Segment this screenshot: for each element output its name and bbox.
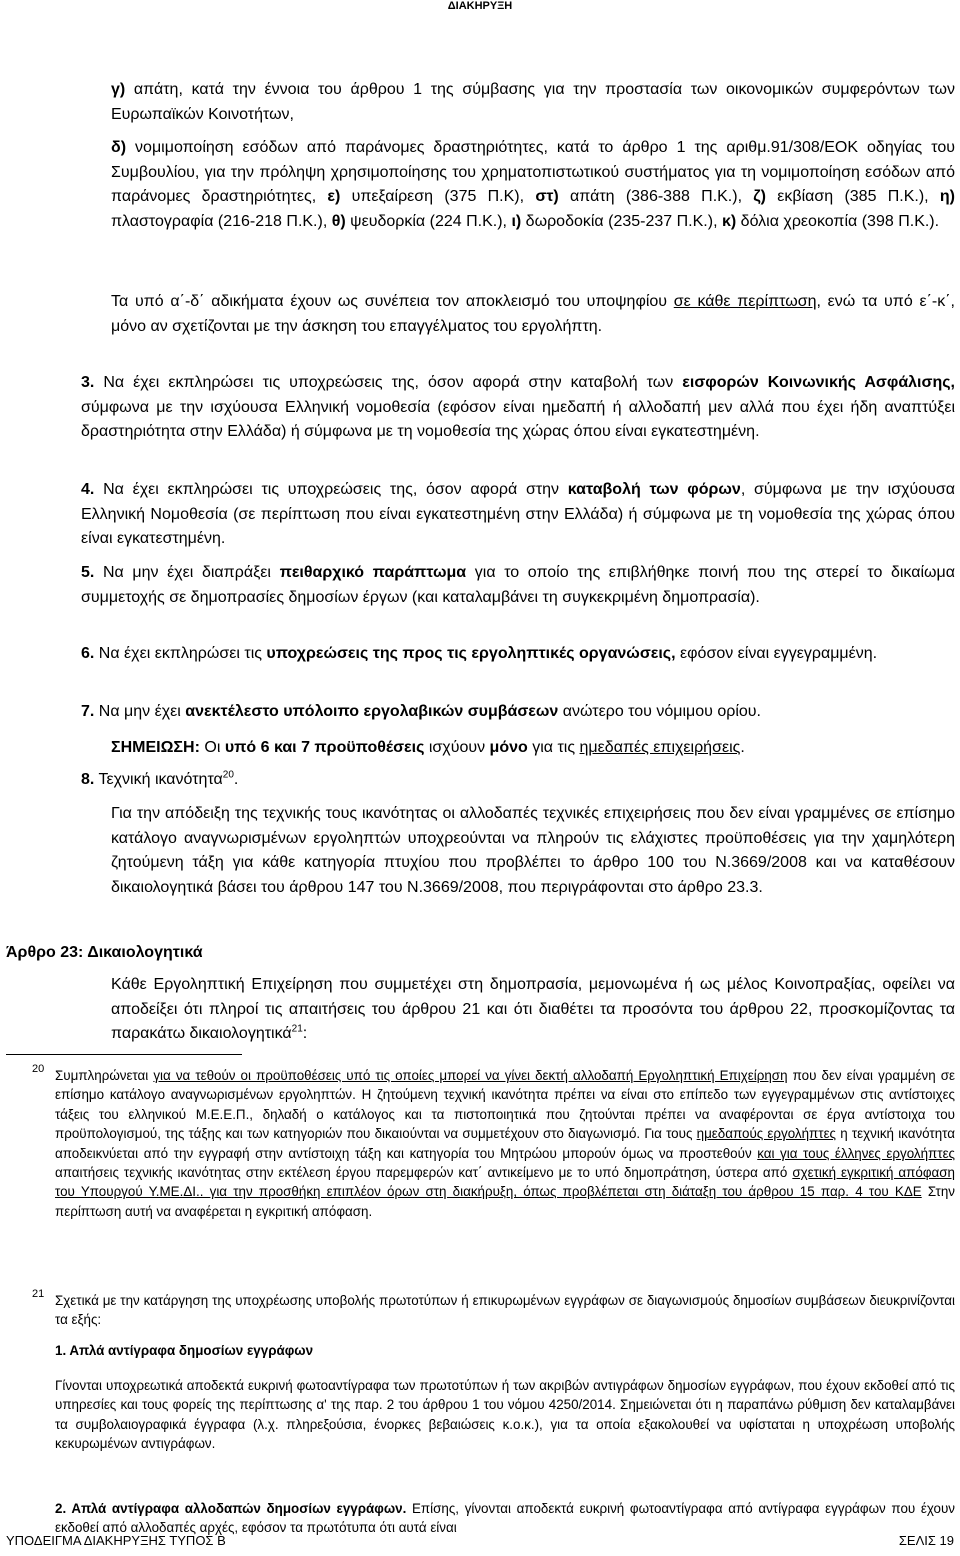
- technical-paragraph: Για την απόδειξη της τεχνικής τους ικανότητας οι αλλοδαπές τεχνικές επιχειρήσεις που δεν είναι γραμμένες σε επίσημο κατάλογο αναγνωρισμένων εργοληπτών υποχρεούνται να πληρούν τις ελάχιστες προϋποθέσεις για την χαμηλότερη ζητούμενη τάξη για κάθε κατηγορία πτυχίου που προβλέπει το άρθρο 100 του Ν.3669/2008 και να καταθέσουν δικαιολογητικά βάσει του άρθρου 147 του Ν.3669/2008, που περιγράφονται στο άρθρο 23.3.: [111, 805, 955, 896]
- crime-z-text: εκβίαση (385 Π.Κ.),: [777, 188, 929, 205]
- note-text-d: .: [740, 739, 745, 756]
- item-3-text-a: Να έχει εκπληρώσει τις υποχρεώσεις της, όσον αφορά στην καταβολή των: [103, 374, 674, 391]
- item-6: [81, 642, 955, 667]
- note-label: ΣΗΜΕΙΩΣΗ:: [111, 739, 200, 756]
- crime-h-label: η): [939, 188, 955, 205]
- crime-d-text: νομιμοποίηση εσόδων από παράνομες δραστηριότητες, κατά το άρθρο 1 της αριθμ.91/308/ΕΟΚ οδηγίας του Συμβουλίου, για την πρόληψη χρησιμοποίησης του χρηματοπιστωτικού συστήματος για τη νομιμοποίηση εσόδων από παράνομες δραστηριότητες,: [111, 139, 955, 205]
- article-23-end: :: [302, 1025, 308, 1042]
- fn20-text-4: απαιτήσεις τεχνικής ικανότητας στην εκτέλεση έργου παρεμφερών κατ΄ αντικείμενο με το υπό δημοπράτηση, ύστερα από: [55, 1165, 788, 1181]
- item-6-number: 6.: [81, 645, 95, 662]
- footnote-separator: [6, 1054, 242, 1055]
- footnote-20: [55, 1066, 955, 1221]
- footnote-21-number: 21: [32, 1288, 45, 1300]
- item-5-text-a: Να μην έχει διαπράξει: [102, 564, 271, 581]
- fn20-underlined-3: και για τους έλληνες εργολήπτες: [757, 1145, 955, 1161]
- item-7-bold: ανεκτέλεστο υπόλοιπο εργολαβικών συμβάσεων: [185, 703, 559, 720]
- item-5-number: 5.: [81, 564, 95, 581]
- crime-h-text: πλαστογραφία (216-218 Π.Κ.),: [111, 212, 328, 230]
- fn20-underlined-1: για να τεθούν οι προϋποθέσεις υπό τις οποίες μπορεί να γίνει δεκτή αλλοδαπή Εργοληπτική Επιχείρηση: [153, 1068, 788, 1083]
- crime-th-label: θ): [331, 212, 346, 230]
- fn20-text-2: που δεν είναι γραμμένη σε επίσημο κατάλογο αναγνωρισμένων εργοληπτών. Η ζητούμενη τεχνική ικανότητα πρέπει να είναι στο επίπεδο των εγγεγραμμένων στις αντίστοιχες τάξεις του ελληνικού Μ.Ε.Ε.Π., δηλαδή ο κατάλογος και τα πιστοποιητικά που ζητούνται πρέπει να αναφέρονται σε έργα αντίστοιχα του προϋπολογισμού, της τάξης και των κατηγοριών που δικαιούνται να συμμετέχουν στο διαγωνισμό. Για τους: [55, 1068, 955, 1142]
- consequence-text-2: , ενώ τα υπό ε΄-κ΄, μόνο αν σχετίζονται με την άσκηση του επαγγέλματος του εργολήπτη.: [111, 293, 956, 335]
- consequence-text-1: Τα υπό α΄-δ΄ αδικήματα έχουν ως συνέπεια τον αποκλεισμό του υποψηφίου: [111, 293, 668, 310]
- footnote-21-intro: Σχετικά με την κατάργηση της υποχρέωσης υποβολής πρωτοτύπων ή επικυρωμένων εγγράφων σε διαγωνισμούς δημοσίων συμβάσεων διευκρινίζονται τα εξής:: [55, 1293, 955, 1328]
- crime-st-label: στ): [535, 188, 559, 205]
- crime-st-text: απάτη (386-388 Π.Κ.),: [570, 188, 743, 205]
- fn20-text-5: Στην περίπτωση αυτή να αναφέρεται η εγκριτική απόφαση.: [55, 1184, 955, 1219]
- note-text-c: για τις: [532, 739, 576, 756]
- item-7-number: 7.: [81, 703, 95, 720]
- item-7-text-a: Να μην έχει: [98, 703, 181, 720]
- item-5-bold: πειθαρχικό παράπτωμα: [279, 564, 467, 581]
- article-23-title: Άρθρο 23: Δικαιολογητικά: [6, 944, 203, 961]
- footnote-ref-20[interactable]: 20: [222, 769, 234, 781]
- crime-z-label: ζ): [753, 188, 766, 205]
- footnote-21-paragraph-1: Γίνονται υποχρεωτικά αποδεκτά ευκρινή φωτοαντίγραφα των πρωτοτύπων ή των ακριβών αντιγράφων δημοσίων εγγράφων, που έχουν εκδοθεί από τις υπηρεσίες και τους φορείς της περίπτωσης α' της παρ. 2 του άρθρου 1 του νόμου 4250/2014. Σημειώνεται ότι η παραπάνω ρύθμιση δεν καταλαμβάνει τα συμβολαιογραφικά έγγραφα (λ.χ. πληρεξούσια, ένορκες βεβαιώσεις κ.ο.κ.), για τα οποία εξακολουθεί να υφίσταται η υποχρέωση υποβολής κεκυρωμένων αντιγράφων.: [55, 1378, 955, 1452]
- footer-left: ΥΠΟΔΕΙΓΜΑ ΔΙΑΚΗΡΥΞΗΣ ΤΥΠΟΣ Β: [6, 1533, 226, 1548]
- article-23-body: [111, 973, 955, 1047]
- item-4: [81, 478, 955, 552]
- footer-page-number: ΣΕΛΙΣ 19: [898, 1533, 954, 1548]
- footnote-20-number: 20: [32, 1063, 45, 1075]
- fn20-underlined-4: σχετική εγκριτική απόφαση του Υπουργού Υ.ΜΕ.ΔΙ.. για την προσθήκη επιπλέον όρων στη διακήρυξη, όπως προβλέπεται στη διάταξη του άρθρου 15 παρ. 4 του ΚΔΕ: [55, 1165, 955, 1200]
- crime-g: [111, 78, 955, 127]
- note-bold-1: υπό 6 και 7 προϋποθέσεις: [224, 739, 425, 756]
- item-4-bold: καταβολή των φόρων: [567, 481, 741, 498]
- fn20-text-3: η τεχνική ικανότητα αποδεικνύεται από την εγγραφή στην αντίστοιχη τάξη και κατηγορία του Μητρώου μπορούν όμως να προστεθούν: [55, 1126, 955, 1161]
- item-4-text-a: Να έχει εκπληρώσει τις υποχρεώσεις της, όσον αφορά στην: [103, 481, 560, 498]
- item-6-text-a: Να έχει εκπληρώσει τις: [98, 645, 262, 662]
- item-8-number: 8.: [81, 771, 95, 788]
- item-7: [81, 700, 955, 725]
- crime-i-text: δωροδοκία (235-237 Π.Κ.),: [525, 212, 718, 230]
- fn21-paragraph-2: Επίσης, γίνονται αποδεκτά ευκρινή φωτοαντίγραφα από αντίγραφα εγγράφων που έχουν εκδοθεί από αλλοδαπές αρχές, εφόσον τα πρωτότυπα ότι αυτά είναι: [55, 1501, 955, 1536]
- item-4-text-b: , σύμφωνα με την ισχύουσα Ελληνική Νομοθεσία (σε περίπτωση που είναι εγκατεστημένη στην Ελλάδα) ή σύμφωνα με τη νομοθεσία της χώρας όπου είναι εγκατεστημένη.: [81, 481, 956, 547]
- item-4-number: 4.: [81, 481, 95, 498]
- item-7-text-b: ανώτερο του νόμιμου ορίου.: [562, 703, 761, 720]
- article-23-text: Κάθε Εργοληπτική Επιχείρηση που συμμετέχει στη δημοπρασία, μεμονωμένα ή ως μέλος Κοινοπραξίας, οφείλει να αποδείξει ότι πληροί τις απαιτήσεις του άρθρου 21 και ότι διαθέτει τα προσόντα του άρθρου 22, προσκομίζοντας τα παρακάτω δικαιολογητικά: [111, 976, 955, 1042]
- item-3: [81, 371, 955, 445]
- item-3-bold: εισφορών Κοινωνικής Ασφάλισης,: [682, 374, 955, 391]
- crime-k-label: κ): [721, 212, 737, 230]
- note: [111, 736, 955, 761]
- crime-list: [111, 136, 955, 234]
- fn20-text-1: Συμπληρώνεται: [55, 1068, 149, 1083]
- footnote-21-section-2: [55, 1499, 955, 1538]
- item-3-text-b: σύμφωνα με την ισχύουσα Ελληνική νομοθεσία (εφόσον είναι ημεδαπή ή αλλοδαπή μεν αλλά που έχει ήδη αναπτύξει δραστηριότητα στην Ελλάδα) ή σύμφωνα με τη νομοθεσία της χώρας όπου είναι εγκατεστημένη.: [81, 398, 955, 440]
- footnote-ref-21[interactable]: 21: [291, 1023, 303, 1035]
- fn20-underlined-2: ημεδαπούς εργολήπτες: [696, 1126, 837, 1142]
- crime-k-text: δόλια χρεοκοπία (398 Π.Κ.).: [740, 212, 940, 230]
- note-bold-2: μόνο: [489, 739, 528, 756]
- note-text-a: Οι: [204, 739, 221, 756]
- crime-e-label: ε): [327, 188, 341, 205]
- note-text-b: ισχύουν: [428, 739, 486, 756]
- item-8-text: Τεχνική ικανότητα: [98, 771, 223, 788]
- crime-d-label: δ): [111, 139, 127, 156]
- fn21-heading-2: 2. Απλά αντίγραφα αλλοδαπών δημοσίων εγγράφων.: [55, 1501, 407, 1516]
- item-5: [81, 561, 955, 610]
- item-3-number: 3.: [81, 374, 95, 391]
- note-underlined: ημεδαπές επιχειρήσεις: [579, 739, 741, 756]
- page-header: ΔΙΑΚΗΡΥΞΗ: [447, 0, 513, 12]
- crime-e-text: υπεξαίρεση (375 Π.Κ),: [351, 188, 525, 205]
- item-6-bold: υποχρεώσεις της προς τις εργοληπτικές οργανώσεις,: [266, 645, 676, 662]
- item-5-text-b: για το οποίο της επιβλήθηκε ποινή που της στερεί το δικαίωμα συμμετοχής σε δημοπρασίες δημοσίων έργων (και καταλαμβάνει τη συγκεκριμένη δημοπρασία).: [81, 564, 955, 606]
- crime-i-label: ι): [511, 212, 522, 230]
- item-8: [81, 768, 955, 793]
- footnote-21-heading-1: 1. Απλά αντίγραφα δημοσίων εγγράφων: [55, 1343, 314, 1358]
- crime-g-label: γ): [111, 81, 126, 98]
- consequence-paragraph: [111, 290, 955, 339]
- item-6-text-b: εφόσον είναι εγγεγραμμένη.: [680, 645, 878, 662]
- crime-th-text: ψευδορκία (224 Π.Κ.),: [350, 212, 507, 230]
- item-8-dot: .: [233, 771, 239, 788]
- consequence-underlined: σε κάθε περίπτωση: [673, 293, 817, 310]
- crime-g-text: απάτη, κατά την έννοια του άρθρου 1 της σύμβασης για την προστασία των οικονομικών συμφερόντων των Ευρωπαϊκών Κοινοτήτων,: [111, 81, 956, 123]
